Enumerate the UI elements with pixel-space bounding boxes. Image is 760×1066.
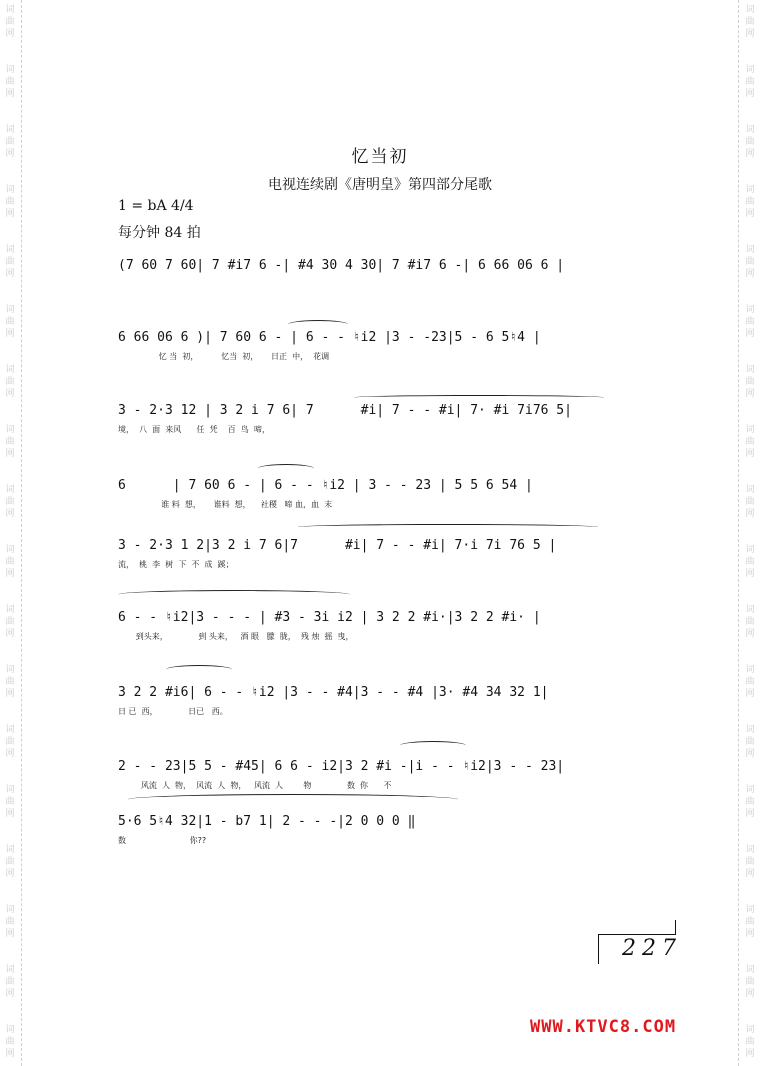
- watermark-char: 网: [745, 629, 755, 639]
- watermark-char: 词: [5, 905, 15, 915]
- watermark-char: 词: [5, 725, 15, 735]
- score-line-2: [118, 330, 618, 380]
- score-line-3: [118, 403, 618, 453]
- watermark-char: 词: [745, 5, 755, 15]
- watermark-char: 词: [5, 605, 15, 615]
- lyrics-text: 谁 料 想， 谁料 想， 社稷 啼 血，血 末: [118, 500, 333, 509]
- slur-mark: [258, 464, 314, 473]
- watermark-block: [740, 60, 760, 120]
- watermark-char: 词: [745, 785, 755, 795]
- watermark-char: 网: [5, 29, 15, 39]
- page-number: 227: [622, 936, 682, 961]
- watermark-char: 曲: [745, 497, 755, 507]
- watermark-char: 曲: [745, 197, 755, 207]
- watermark-char: 网: [745, 89, 755, 99]
- watermark-block: [0, 900, 20, 960]
- watermark-char: 曲: [745, 737, 755, 747]
- watermark-char: 曲: [5, 437, 15, 447]
- watermark-char: 曲: [5, 857, 15, 867]
- watermark-char: 网: [745, 809, 755, 819]
- watermark-char: 网: [745, 1049, 755, 1059]
- watermark-char: 词: [745, 125, 755, 135]
- watermark-block: [0, 840, 20, 900]
- watermark-char: 网: [745, 929, 755, 939]
- watermark-char: 词: [745, 1025, 755, 1035]
- watermark-char: 词: [745, 185, 755, 195]
- watermark-char: 曲: [5, 137, 15, 147]
- watermark-char: 词: [745, 65, 755, 75]
- watermark-char: 网: [5, 509, 15, 519]
- notation-text: (7 60 7 60| 7 #i7 6 -| #4 30 4 30| 7 #i7 6 -| 6 66 06 6 |: [118, 258, 565, 273]
- watermark-char: 网: [745, 329, 755, 339]
- watermark-char: 曲: [5, 917, 15, 927]
- notation-text: 2 - - 23|5 5 - #45| 6 6 - i2|3 2 #i -|i - - ♮i2|3 - - 23|: [118, 759, 565, 774]
- watermark-block: [740, 900, 760, 960]
- watermark-char: 网: [745, 749, 755, 759]
- watermark-block: [0, 720, 20, 780]
- watermark-char: 曲: [745, 677, 755, 687]
- watermark-char: 词: [5, 485, 15, 495]
- watermark-char: 曲: [5, 977, 15, 987]
- watermark-block: [0, 360, 20, 420]
- score-line-5: [118, 538, 618, 588]
- watermark-char: 词: [745, 305, 755, 315]
- watermark-char: 曲: [745, 137, 755, 147]
- watermark-char: 网: [5, 809, 15, 819]
- watermark-char: 网: [5, 989, 15, 999]
- page-number-frame: [598, 934, 676, 935]
- watermark-block: [740, 1020, 760, 1066]
- watermark-block: [0, 480, 20, 540]
- watermark-char: 网: [5, 269, 15, 279]
- slur-mark: [400, 741, 466, 750]
- watermark-char: 词: [5, 965, 15, 975]
- watermark-char: 网: [745, 569, 755, 579]
- score-line-1: [118, 258, 618, 308]
- watermark-char: 曲: [5, 737, 15, 747]
- watermark-char: 词: [745, 845, 755, 855]
- watermark-char: 网: [745, 689, 755, 699]
- watermark-char: 网: [5, 749, 15, 759]
- watermark-char: 曲: [745, 797, 755, 807]
- watermark-block: [0, 780, 20, 840]
- watermark-block: [740, 420, 760, 480]
- watermark-char: 词: [5, 665, 15, 675]
- song-title: 忆当初: [351, 147, 409, 167]
- watermark-char: 词: [5, 545, 15, 555]
- watermark-char: 词: [5, 785, 15, 795]
- watermark-char: 词: [745, 485, 755, 495]
- song-subtitle: 电视连续剧《唐明皇》第四部分尾歌: [268, 177, 492, 193]
- watermark-char: 曲: [5, 557, 15, 567]
- watermark-block: [0, 540, 20, 600]
- watermark-char: 网: [5, 449, 15, 459]
- watermark-block: [740, 720, 760, 780]
- watermark-char: 曲: [5, 497, 15, 507]
- watermark-char: 曲: [745, 77, 755, 87]
- slur-mark: [298, 524, 598, 530]
- watermark-block: [740, 600, 760, 660]
- key-signature: 1 = bA 4/4: [118, 198, 194, 214]
- watermark-char: 词: [745, 425, 755, 435]
- watermark-char: 网: [745, 209, 755, 219]
- watermark-block: [0, 240, 20, 300]
- watermark-char: 词: [5, 185, 15, 195]
- watermark-char: 曲: [745, 977, 755, 987]
- notation-text: 6 66 06 6 )| 7 60 6 - | 6 - - ♮i2 |3 - -23|5 - 6 5♮4 |: [118, 330, 541, 345]
- lyrics-text: 境， 八 面 来风 任 凭 百 鸟 啼，: [118, 425, 270, 434]
- watermark-char: 词: [745, 545, 755, 555]
- score-line-4: [118, 478, 618, 528]
- watermark-block: [740, 960, 760, 1020]
- watermark-block: [0, 420, 20, 480]
- watermark-char: 词: [5, 365, 15, 375]
- watermark-char: 曲: [745, 617, 755, 627]
- watermark-char: 网: [5, 389, 15, 399]
- watermark-char: 词: [745, 245, 755, 255]
- watermark-char: 曲: [745, 857, 755, 867]
- watermark-char: 词: [745, 905, 755, 915]
- watermark-char: 网: [745, 29, 755, 39]
- slur-mark: [128, 794, 458, 805]
- watermark-char: 词: [5, 1025, 15, 1035]
- notation-text: 6 | 7 60 6 - | 6 - - ♮i2 | 3 - - 23 | 5 5 6 54 |: [118, 478, 533, 493]
- lyrics-text: 日 已 西， 日已 西。: [118, 707, 228, 716]
- notation-text: 6 - - ♮i2|3 - - - | #3 - 3i i2 | 3 2 2 #i·|3 2 2 #i· |: [118, 610, 541, 625]
- watermark-char: 网: [745, 389, 755, 399]
- slur-mark: [118, 590, 350, 599]
- watermark-char: 词: [745, 665, 755, 675]
- watermark-block: [0, 1020, 20, 1066]
- watermark-char: 曲: [5, 77, 15, 87]
- lyrics-text: 风流 人 物， 风流 人 物， 风流 人 物 数 你 不: [118, 781, 392, 790]
- watermark-block: [0, 300, 20, 360]
- watermark-char: 网: [5, 689, 15, 699]
- page-number-frame: [675, 920, 676, 935]
- watermark-char: 词: [5, 425, 15, 435]
- watermark-char: 网: [5, 1049, 15, 1059]
- slur-mark: [354, 395, 604, 400]
- watermark-char: 词: [5, 5, 15, 15]
- watermark-char: 网: [5, 629, 15, 639]
- site-url: WWW.KTVC8.COM: [530, 1017, 677, 1037]
- watermark-block: [740, 540, 760, 600]
- lyrics-text: 到头来， 到 头来， 酒 眼 朦 胧， 残 烛 摇 曳，: [118, 632, 354, 641]
- watermark-char: 词: [5, 305, 15, 315]
- notation-text: 3 - 2·3 1 2|3 2 i 7 6|7 #i| 7 - - #i| 7·i 7i 76 5 |: [118, 538, 557, 553]
- watermark-char: 曲: [745, 557, 755, 567]
- watermark-char: 网: [745, 869, 755, 879]
- slur-mark: [288, 320, 348, 329]
- tempo-marking: 每分钟 84 拍: [118, 225, 201, 241]
- watermark-char: 曲: [5, 317, 15, 327]
- watermark-char: 曲: [5, 677, 15, 687]
- watermark-char: 网: [745, 149, 755, 159]
- watermark-block: [0, 600, 20, 660]
- watermark-block: [740, 660, 760, 720]
- watermark-char: 网: [745, 449, 755, 459]
- watermark-block: [0, 0, 20, 60]
- watermark-char: 曲: [5, 797, 15, 807]
- watermark-char: 词: [5, 65, 15, 75]
- watermark-char: 曲: [745, 1037, 755, 1047]
- watermark-char: 词: [5, 245, 15, 255]
- watermark-char: 曲: [745, 257, 755, 267]
- watermark-block: [740, 360, 760, 420]
- score-line-6: [118, 610, 618, 660]
- watermark-char: 词: [745, 965, 755, 975]
- watermark-char: 网: [5, 929, 15, 939]
- lyrics-text: 流， 桃 李 树 下 不 成 蹊；: [118, 560, 234, 569]
- watermark-char: 曲: [745, 17, 755, 27]
- notation-text: 5·6 5♮4 32|1 - b7 1| 2 - - -|2 0 0 0 ‖: [118, 814, 416, 829]
- watermark-char: 网: [745, 509, 755, 519]
- watermark-char: 曲: [745, 377, 755, 387]
- watermark-char: 曲: [745, 437, 755, 447]
- watermark-char: 词: [745, 365, 755, 375]
- watermark-char: 曲: [745, 917, 755, 927]
- watermark-block: [0, 660, 20, 720]
- lyrics-text: 数 你??: [118, 836, 207, 845]
- watermark-char: 曲: [5, 377, 15, 387]
- watermark-block: [0, 60, 20, 120]
- watermark-char: 网: [5, 89, 15, 99]
- watermark-block: [740, 780, 760, 840]
- watermark-block: [740, 240, 760, 300]
- watermark-char: 曲: [5, 17, 15, 27]
- score-line-9: [118, 814, 618, 864]
- watermark-block: [0, 960, 20, 1020]
- watermark-block: [740, 840, 760, 900]
- watermark-block: [740, 480, 760, 540]
- watermark-block: [740, 300, 760, 360]
- score-line-7: [118, 685, 618, 735]
- page-number-frame: [598, 934, 599, 964]
- watermark-char: 曲: [5, 1037, 15, 1047]
- watermark-char: 网: [5, 329, 15, 339]
- watermark-char: 曲: [5, 257, 15, 267]
- watermark-char: 曲: [745, 317, 755, 327]
- watermark-char: 网: [5, 209, 15, 219]
- lyrics-text: 忆 当 初， 忆当 初， 日正 中， 花调: [118, 352, 330, 361]
- watermark-char: 网: [5, 569, 15, 579]
- watermark-char: 词: [5, 125, 15, 135]
- watermark-char: 网: [5, 869, 15, 879]
- notation-text: 3 2 2 #i6| 6 - - ♮i2 |3 - - #4|3 - - #4 |3· #4 34 32 1|: [118, 685, 549, 700]
- watermark-char: 曲: [5, 617, 15, 627]
- watermark-char: 网: [745, 989, 755, 999]
- watermark-char: 曲: [5, 197, 15, 207]
- notation-text: 3 - 2·3 12 | 3 2 i 7 6| 7 #i| 7 - - #i| 7· #i 7i76 5|: [118, 403, 572, 418]
- watermark-char: 词: [745, 605, 755, 615]
- watermark-char: 网: [745, 269, 755, 279]
- watermark-char: 词: [5, 845, 15, 855]
- slur-mark: [166, 665, 232, 674]
- watermark-char: 词: [745, 725, 755, 735]
- watermark-char: 网: [5, 149, 15, 159]
- watermark-block: [740, 0, 760, 60]
